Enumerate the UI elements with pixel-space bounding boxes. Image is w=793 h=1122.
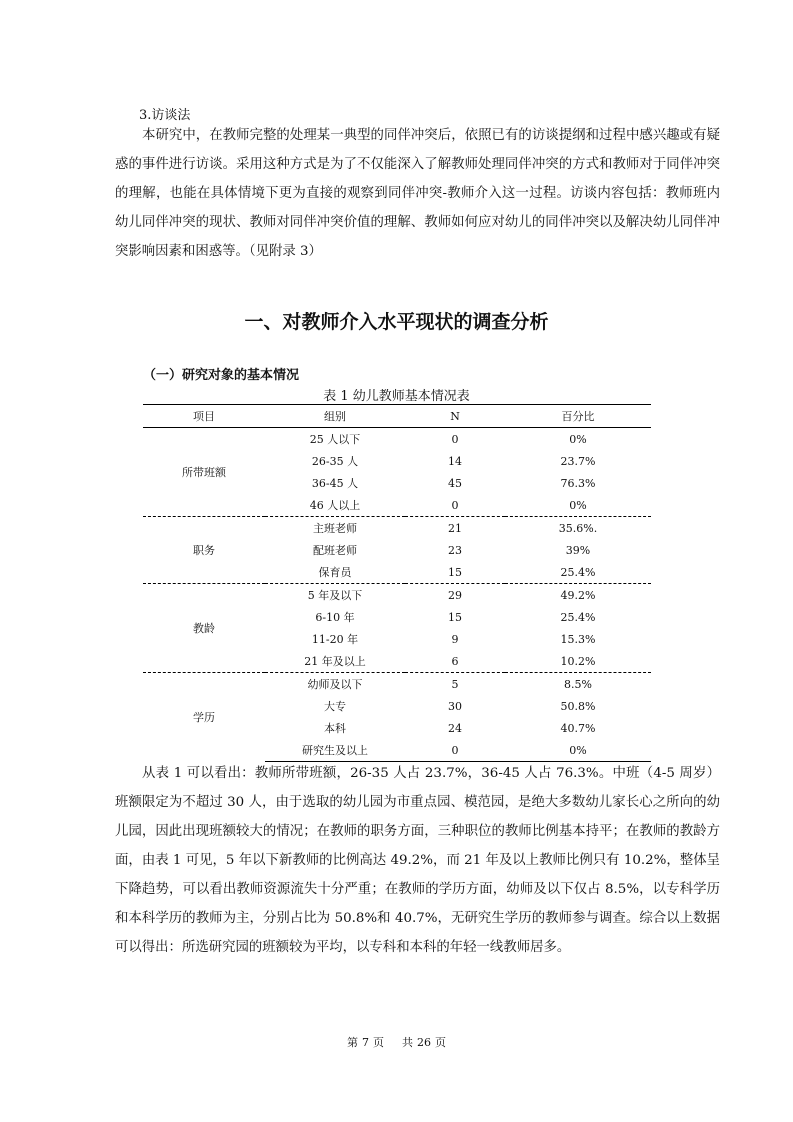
percent-cell: 15.3% bbox=[560, 632, 596, 646]
count-cell: 0 bbox=[451, 498, 459, 512]
page-number: 7 bbox=[362, 1036, 369, 1049]
percent-cell: 0% bbox=[569, 498, 587, 512]
table-row bbox=[143, 517, 651, 540]
table-group bbox=[143, 673, 651, 762]
group-label-cell: 本科 bbox=[324, 722, 346, 735]
table-group bbox=[143, 517, 651, 584]
header-item: 项目 bbox=[143, 405, 265, 428]
analysis-paragraph-text: 从表 1 可以看出：教师所带班额，26-35 人占 23.7%，36-45 人占 76.3%。中班（4-5 周岁）班额限定为不超过 30 人，由于选取的幼儿园为市重点园、模范园，是绝大多数幼儿家长心之所向的幼儿园，因此出现班额较大的情况；在教师的职务方面，三种职位的教师比例基本持平；在教师的教龄方面，由表 1 可见，5 年以下新教师的比例高达 49.2%，而 21 年及以上教师比例只有 10.2%，整体呈下降趋势，可以看出教师资源流失十分严重；在教师的学历方面，幼师及以下仅占 8.5%，以专科学历和本科学历的教师为主，分别占比为 50.8%和 40.7%，无研究生学历的教师参与调查。综合以上数据可以得出：所选研究园的班额较为平均，以专科和本科的年轻一线教师居多。 bbox=[115, 766, 720, 955]
group-label-cell: 36-45 人 bbox=[311, 477, 359, 490]
count-cell: 30 bbox=[448, 699, 462, 713]
group-label-cell: 主班老师 bbox=[265, 517, 405, 540]
total-pages: 26 bbox=[417, 1036, 431, 1049]
group-label-cell: 配班老师 bbox=[313, 544, 357, 557]
analysis-paragraph bbox=[115, 759, 720, 962]
teacher-info-table bbox=[143, 404, 651, 762]
interview-paragraph bbox=[115, 121, 720, 266]
count-cell: 21 bbox=[405, 517, 505, 540]
count-cell: 5 bbox=[405, 673, 505, 696]
subsection-heading: （一）研究对象的基本情况 bbox=[143, 368, 300, 383]
percent-cell: 25.4% bbox=[560, 565, 596, 579]
count-cell: 0 bbox=[451, 432, 459, 446]
percent-cell: 25.4% bbox=[560, 610, 596, 624]
group-item-cell: 学历 bbox=[143, 673, 265, 762]
table-header-row bbox=[143, 405, 651, 428]
group-label-cell: 大专 bbox=[324, 700, 346, 713]
percent-cell: 8.5% bbox=[505, 673, 651, 696]
count-cell: 29 bbox=[405, 584, 505, 607]
group-item-cell: 职务 bbox=[143, 517, 265, 584]
table-row bbox=[143, 584, 651, 607]
group-label-cell: 幼师及以下 bbox=[265, 673, 405, 696]
page-footer bbox=[0, 1034, 793, 1050]
section-heading-interview: 3.访谈法 bbox=[139, 108, 191, 123]
table-group bbox=[143, 428, 651, 517]
table-group bbox=[143, 584, 651, 673]
group-label-cell: 25 人以下 bbox=[309, 433, 361, 446]
percent-cell: 49.2% bbox=[505, 584, 651, 607]
header-n: N bbox=[405, 405, 505, 428]
count-cell: 15 bbox=[448, 610, 462, 624]
header-percent: 百分比 bbox=[505, 405, 651, 428]
count-cell: 9 bbox=[451, 632, 459, 646]
count-cell: 6 bbox=[451, 654, 459, 668]
total-prefix: 共 bbox=[402, 1036, 413, 1049]
page-suffix: 页 bbox=[373, 1036, 384, 1049]
group-item-cell: 所带班额 bbox=[182, 466, 226, 479]
percent-cell: 23.7% bbox=[560, 454, 596, 468]
percent-cell: 39% bbox=[565, 543, 591, 557]
count-cell: 0 bbox=[405, 739, 505, 762]
count-cell: 45 bbox=[448, 476, 462, 490]
interview-paragraph-text: 本研究中，在教师完整的处理某一典型的同伴冲突后，依照已有的访谈提纲和过程中感兴趣或有疑惑的事件进行访谈。采用这种方式是为了不仅能深入了解教师处理同伴冲突的方式和教师对于同伴冲突的理解，也能在具体情境下更为直接的观察到同伴冲突-教师介入这一过程。访谈内容包括：教师班内幼儿同伴冲突的现状、教师对同伴冲突价值的理解、教师如何应对幼儿的同伴冲突以及解决幼儿同伴冲突影响因素和困惑等。（见附录 3） bbox=[115, 128, 720, 259]
group-label-cell: 26-35 人 bbox=[311, 455, 359, 468]
group-label-cell: 研究生及以上 bbox=[265, 739, 405, 762]
group-label-cell: 21 年及以上 bbox=[304, 655, 366, 668]
count-cell: 14 bbox=[448, 454, 462, 468]
count-cell: 15 bbox=[448, 565, 462, 579]
table-row bbox=[143, 673, 651, 696]
count-cell: 23 bbox=[448, 543, 462, 557]
percent-cell: 0% bbox=[569, 432, 587, 446]
percent-cell: 35.6%. bbox=[505, 517, 651, 540]
table-caption: 表 1 幼儿教师基本情况表 bbox=[323, 389, 470, 404]
percent-cell: 40.7% bbox=[560, 721, 596, 735]
group-label-cell: 6-10 年 bbox=[315, 611, 355, 624]
chapter-title: 一、对教师介入水平现状的调查分析 bbox=[244, 311, 549, 333]
group-label-cell: 46 人以上 bbox=[309, 499, 361, 512]
count-cell: 24 bbox=[448, 721, 462, 735]
percent-cell: 0% bbox=[505, 739, 651, 762]
percent-cell: 76.3% bbox=[560, 476, 596, 490]
percent-cell: 10.2% bbox=[560, 654, 596, 668]
page-prefix: 第 bbox=[347, 1036, 358, 1049]
percent-cell: 50.8% bbox=[560, 699, 596, 713]
table-row bbox=[143, 428, 651, 451]
group-label-cell: 5 年及以下 bbox=[265, 584, 405, 607]
group-label-cell: 保育员 bbox=[318, 566, 352, 579]
header-group: 组别 bbox=[265, 405, 405, 428]
group-label-cell: 11-20 年 bbox=[311, 633, 359, 646]
group-item-cell: 教龄 bbox=[143, 584, 265, 673]
total-suffix: 页 bbox=[435, 1036, 446, 1049]
